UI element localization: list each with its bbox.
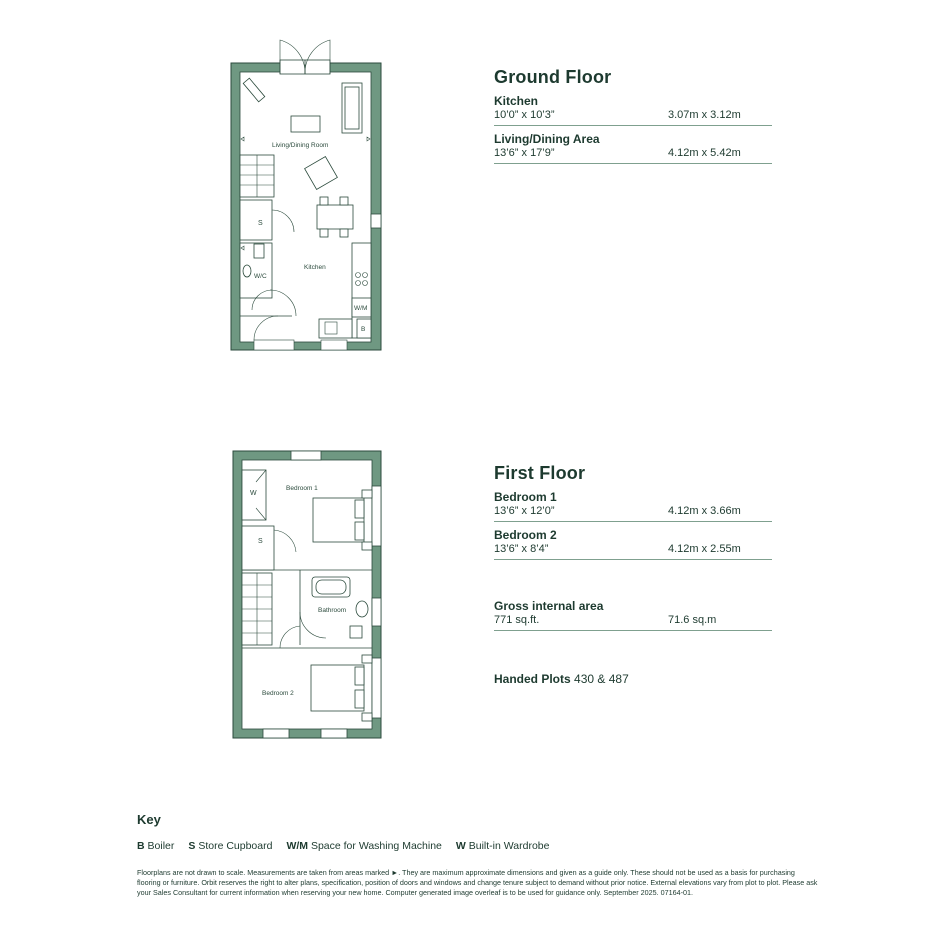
label-boiler: B bbox=[361, 326, 366, 333]
living-dining-imperial: 13’6” x 17’9” bbox=[494, 147, 555, 159]
first-floor-title: First Floor bbox=[494, 463, 586, 483]
gia-title: Gross internal area bbox=[494, 599, 604, 613]
bedroom-2-metric: 4.12m x 2.55m bbox=[668, 543, 741, 555]
handed-plots bbox=[494, 672, 629, 686]
bedroom-1-dimensions bbox=[494, 504, 772, 522]
label-bathroom: Bathroom bbox=[318, 607, 347, 614]
key-item-wardrobe bbox=[456, 840, 550, 852]
living-dining-name: Living/Dining Area bbox=[494, 132, 600, 146]
living-dining-dimensions bbox=[494, 146, 772, 164]
kitchen-name: Kitchen bbox=[494, 94, 539, 108]
gia-metric: 71.6 sq.m bbox=[668, 614, 717, 626]
first-floor-schedule bbox=[494, 463, 772, 560]
key-code: B bbox=[137, 840, 145, 852]
kitchen-imperial: 10’0” x 10’3” bbox=[494, 109, 555, 121]
first-floor-plan bbox=[233, 451, 381, 738]
key-item-store bbox=[188, 840, 272, 852]
label-wardrobe: W bbox=[250, 490, 257, 497]
bedroom-1-metric: 4.12m x 3.66m bbox=[668, 505, 741, 517]
bedroom-2-name: Bedroom 2 bbox=[494, 528, 557, 542]
key-item-washing-machine bbox=[286, 840, 441, 852]
bedroom-1-imperial: 13’6” x 12’0” bbox=[494, 505, 555, 517]
key-code: W bbox=[455, 840, 466, 852]
disclaimer: Floorplans are not drawn to scale. Measurements are taken from areas marked ►. They are maximum approximate dimensions and given as a guide only. These should not be used as a basis for purchasing flooring or furniture. Orbit reserves the right to alter plans, specification, position of doors and windows and change tenure subject to demand without prior notice. External elevations vary from plot to plot. Please ask your Sales Consultant for current information when reserving your new home. Computer generated image overleaf is to be used for guidance only. September 2025. 07164-01. bbox=[137, 868, 818, 897]
key-text: Store Cupboard bbox=[198, 840, 273, 852]
handed-plots-label: Handed Plots bbox=[494, 672, 571, 686]
key-code: W/M bbox=[286, 840, 309, 852]
label-kitchen: Kitchen bbox=[304, 264, 326, 271]
gia-values bbox=[494, 613, 772, 631]
ground-floor-plan bbox=[231, 40, 381, 350]
gia-imperial: 771 sq.ft. bbox=[494, 614, 540, 626]
label-living-dining-room: Living/Dining Room bbox=[272, 142, 329, 149]
label-store-cupboard-ff: S bbox=[258, 538, 263, 545]
key-title: Key bbox=[137, 812, 161, 827]
living-dining-metric: 4.12m x 5.42m bbox=[668, 147, 741, 159]
label-bedroom-1: Bedroom 1 bbox=[286, 485, 318, 492]
key-code: S bbox=[188, 840, 196, 852]
ground-floor-schedule bbox=[494, 67, 772, 164]
key-text: Built-in Wardrobe bbox=[468, 840, 550, 852]
kitchen-dimensions bbox=[494, 108, 772, 126]
bedroom-2-dimensions bbox=[494, 542, 772, 560]
label-bedroom-2: Bedroom 2 bbox=[262, 690, 294, 697]
label-wc: W/C bbox=[254, 273, 267, 280]
kitchen-metric: 3.07m x 3.12m bbox=[668, 109, 741, 121]
gross-internal-area bbox=[494, 599, 772, 631]
key-item-boiler bbox=[137, 840, 174, 852]
ground-floor-title: Ground Floor bbox=[494, 67, 612, 87]
label-store-cupboard: S bbox=[258, 220, 263, 227]
handed-plots-value: 430 & 487 bbox=[574, 672, 629, 686]
label-washing-machine: W/M bbox=[354, 305, 368, 312]
bedroom-1-name: Bedroom 1 bbox=[494, 490, 557, 504]
key-text: Space for Washing Machine bbox=[310, 840, 442, 852]
key-text: Boiler bbox=[147, 840, 175, 852]
key-legend bbox=[137, 840, 549, 852]
bedroom-2-imperial: 13’6” x 8’4” bbox=[494, 543, 549, 555]
